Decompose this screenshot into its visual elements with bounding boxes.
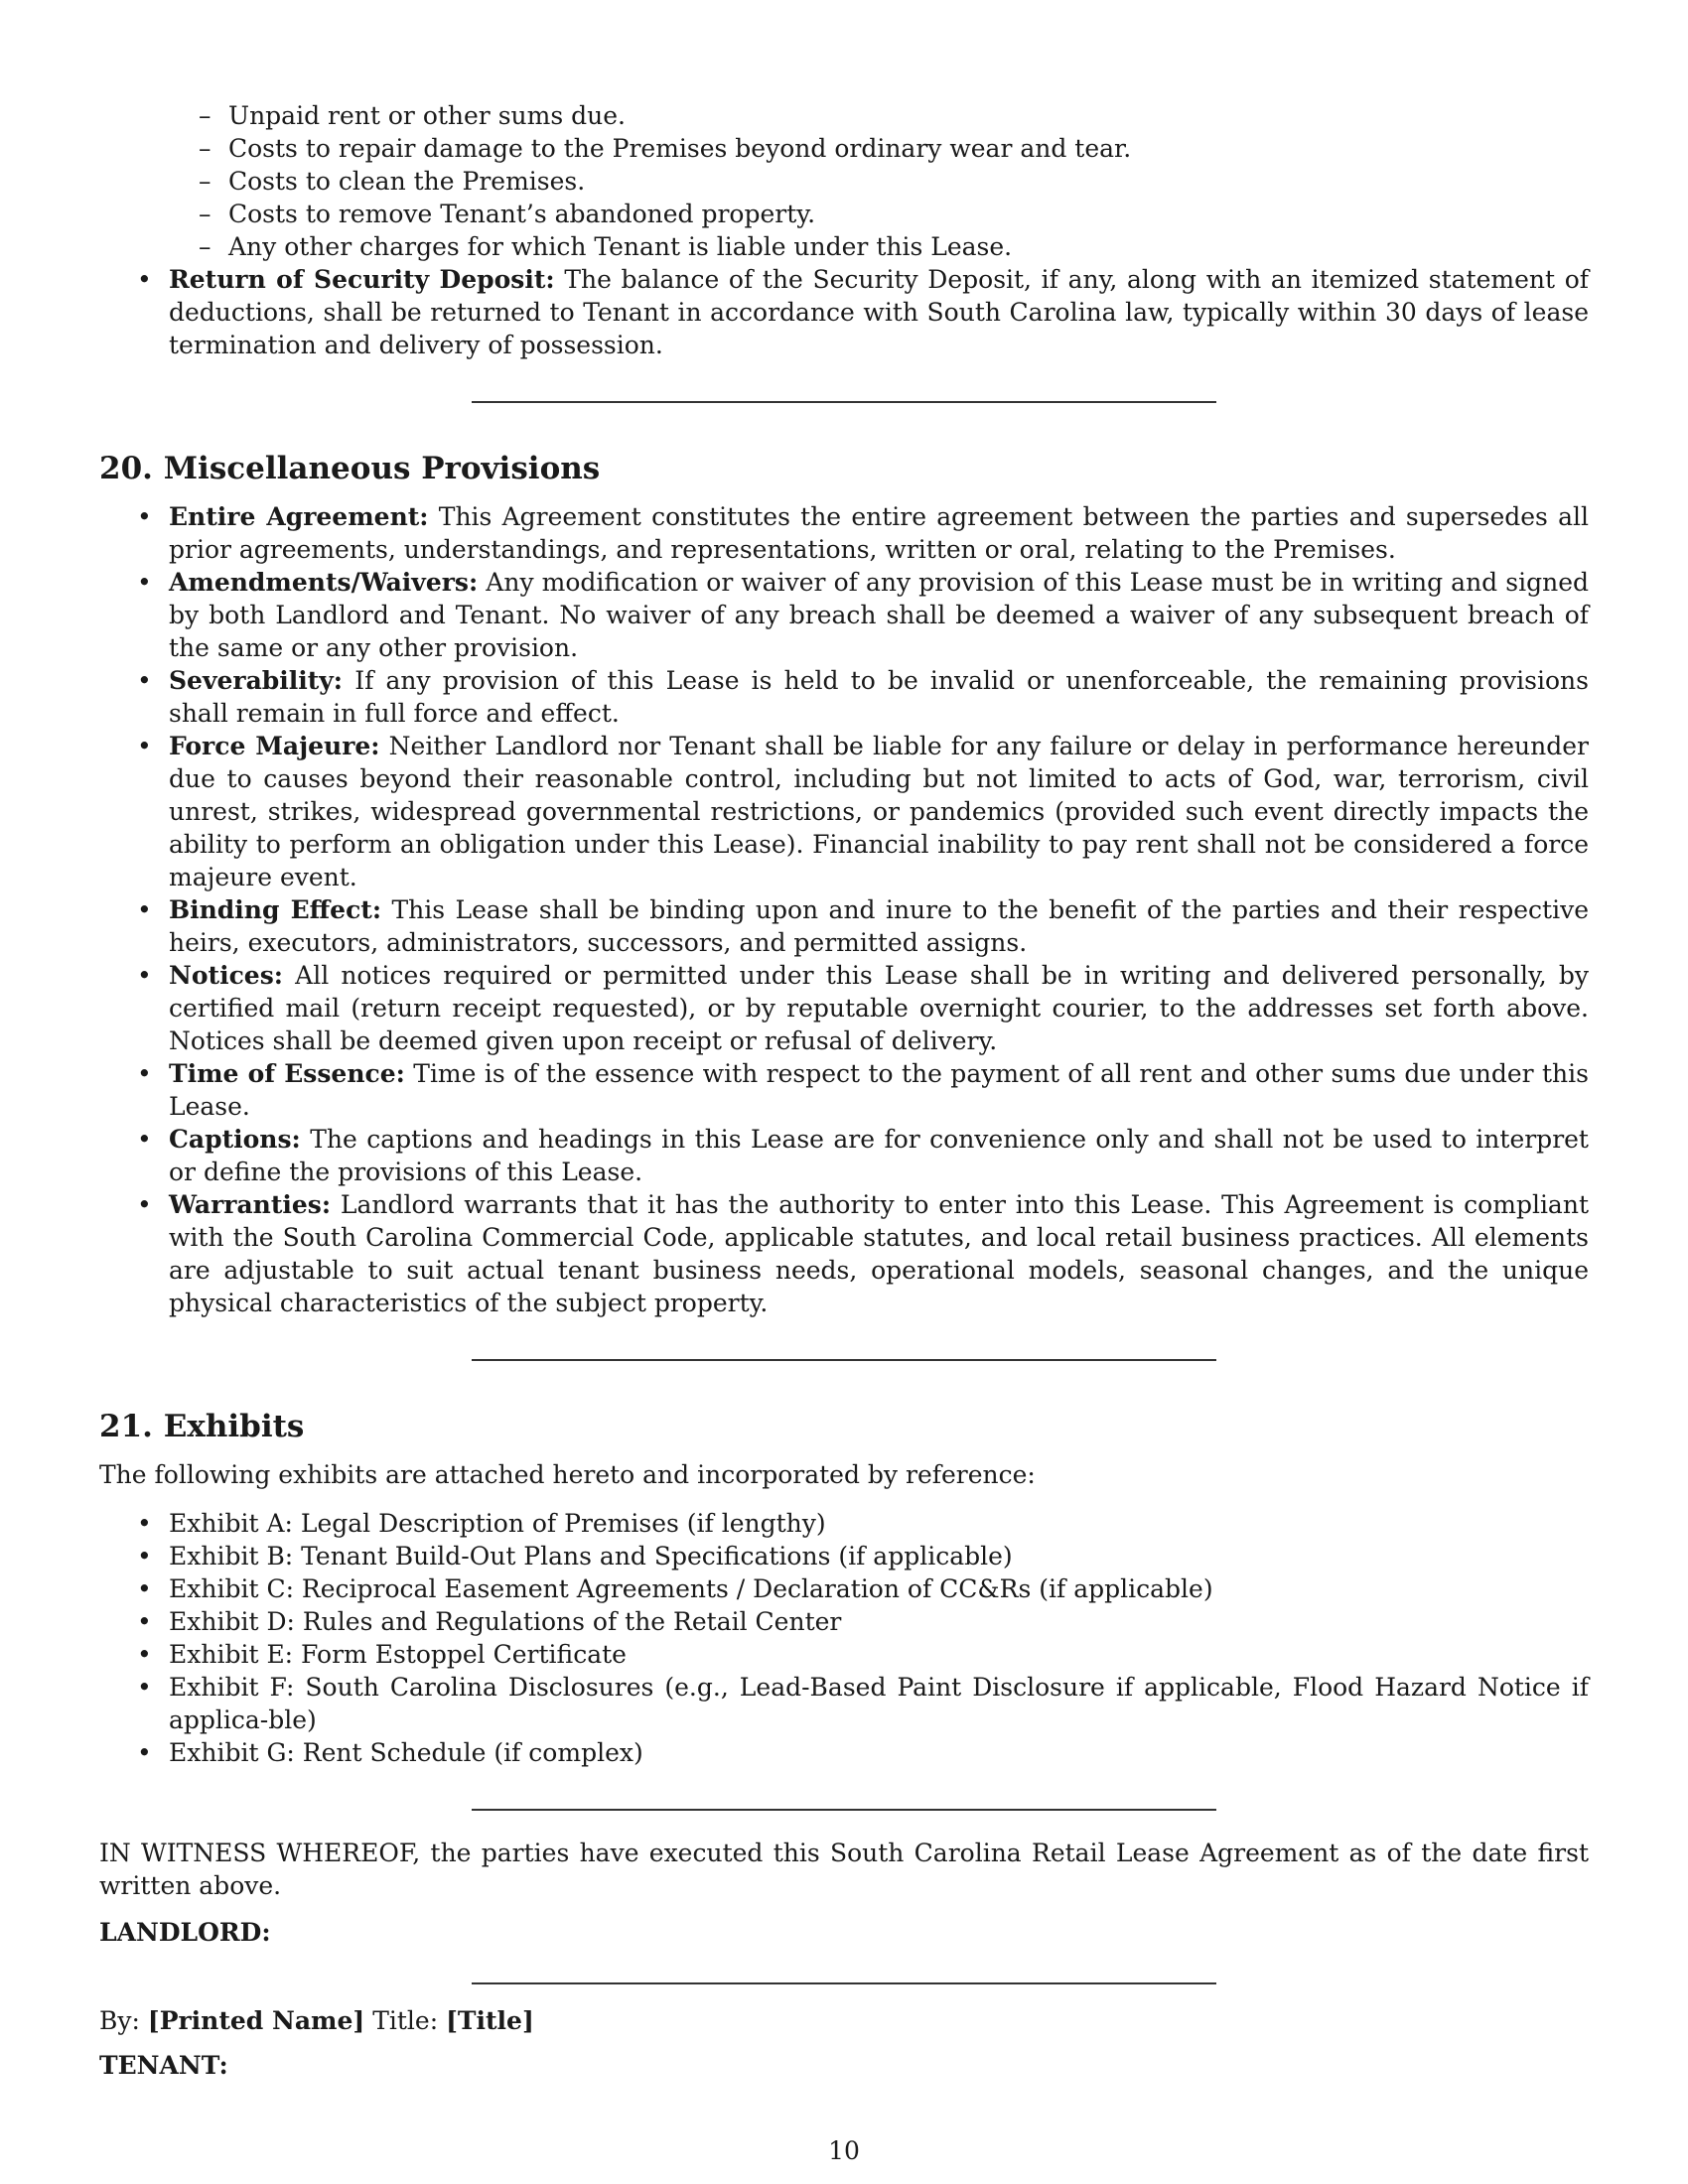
title-placeholder: [Title] <box>446 2006 534 2035</box>
item-label: Warranties: <box>169 1190 332 1219</box>
return-deposit-list <box>99 263 1589 361</box>
list-item <box>99 1188 1589 1319</box>
item-label: Entire Agreement: <box>169 502 429 531</box>
item-text: Landlord warrants that it has the authority to enter into this Lease. This Agreement is compliant with the South Carolina Commercial Code, applicable statutes, and local retail business practices. All elements are adjustable to suit actual tenant business needs, operational models, seasonal changes, and the unique physical characteristics of the subject property. <box>169 1190 1589 1317</box>
list-item: • Exhibit E: Form Estoppel Certificate <box>99 1638 1589 1671</box>
item-label: Amendments/Waivers: <box>169 568 479 597</box>
page-content <box>99 99 1589 2082</box>
tenant-heading: TENANT: <box>99 2051 228 2080</box>
list-item: • Exhibit B: Tenant Build-Out Plans and Specifications (if applicable) <box>99 1540 1589 1572</box>
item-label: Notices: <box>169 961 284 990</box>
section-20-heading: 20. Miscellaneous Provisions <box>99 451 601 486</box>
list-item: – Costs to remove Tenant’s abandoned property. <box>199 198 1589 230</box>
list-item: – Costs to clean the Premises. <box>199 165 1589 198</box>
list-item: – Unpaid rent or other sums due. <box>199 99 1589 132</box>
return-deposit-item <box>99 263 1589 361</box>
list-item: • Exhibit A: Legal Description of Premises (if lengthy) <box>99 1507 1589 1540</box>
section-21-heading: 21. Exhibits <box>99 1409 305 1444</box>
item-text: The balance of the Security Deposit, if any, along with an itemized statement of deductions, shall be returned to Tenant in accordance with South Carolina law, typically within 30 days of lease termination and delivery of possession. <box>169 265 1590 359</box>
exhibits-list <box>99 1507 1589 1769</box>
item-label: Force Majeure: <box>169 732 380 760</box>
section-divider <box>472 1359 1216 1361</box>
item-label: Binding Effect: <box>169 895 382 924</box>
list-item <box>99 1123 1589 1188</box>
item-text: This Lease shall be binding upon and inure to the benefit of the parties and their respective heirs, executors, administrators, successors, and permitted assigns. <box>169 895 1589 957</box>
landlord-heading: LANDLORD: <box>99 1918 271 1947</box>
item-text: If any provision of this Lease is held to be invalid or unenforceable, the remaining provisions shall remain in full force and effect. <box>169 666 1589 728</box>
item-text: Neither Landlord nor Tenant shall be liable for any failure or delay in performance hereunder due to causes beyond their reasonable control, including but not limited to acts of God, war, terrorism, civil unrest, strikes, widespread governmental restrictions, or pandemics (provided such event directly impacts the ability to perform an obligation under this Lease). Financial inability to pay rent shall not be considered a force majeure event. <box>169 732 1589 891</box>
landlord-label <box>99 1916 1589 1949</box>
list-item <box>99 959 1589 1057</box>
item-text: This Agreement constitutes the entire agreement between the parties and supersedes all prior agreements, understandings, and representations, written or oral, relating to the Premises. <box>169 502 1589 564</box>
signature-line <box>472 1982 1216 1984</box>
list-item: • Exhibit C: Reciprocal Easement Agreements / Declaration of CC&Rs (if applicable) <box>99 1572 1589 1605</box>
list-item <box>99 893 1589 959</box>
item-text: Time is of the essence with respect to the payment of all rent and other sums due under this Lease. <box>169 1059 1589 1121</box>
section-20-list <box>99 500 1589 1319</box>
list-item: – Any other charges for which Tenant is liable under this Lease. <box>199 230 1589 263</box>
section-divider <box>472 1809 1216 1811</box>
item-label: Time of Essence: <box>169 1059 405 1088</box>
list-item: • Exhibit D: Rules and Regulations of the Retail Center <box>99 1605 1589 1638</box>
list-item: • Exhibit F: South Carolina Disclosures (e.g., Lead-Based Paint Disclosure if applicable, Flood Hazard Notice if applica-ble) <box>99 1671 1589 1736</box>
list-item <box>99 566 1589 664</box>
deposit-deductions-list <box>199 99 1589 263</box>
list-item <box>99 664 1589 730</box>
item-label: Severability: <box>169 666 344 695</box>
by-label: By: <box>99 2006 140 2035</box>
item-text: Any modification or waiver of any provision of this Lease must be in writing and signed by both Landlord and Tenant. No waiver of any breach shall be deemed a waiver of any subsequent breach of the same or any other provision. <box>169 568 1589 662</box>
page-number: 10 <box>828 2136 860 2165</box>
printed-name-placeholder: [Printed Name] <box>147 2006 365 2035</box>
tenant-label <box>99 2049 1589 2082</box>
list-item: • Exhibit G: Rent Schedule (if complex) <box>99 1736 1589 1769</box>
exhibits-intro: The following exhibits are attached hereto and incorporated by reference: <box>99 1460 1036 1489</box>
witness-clause: IN WITNESS WHEREOF, the parties have executed this South Carolina Retail Lease Agreement as of the date first written above. <box>99 1839 1589 1900</box>
item-text: The captions and headings in this Lease are for convenience only and shall not be used to interpret or define the provisions of this Lease. <box>169 1125 1589 1186</box>
item-label: Return of Security Deposit: <box>169 265 555 294</box>
list-item: – Costs to repair damage to the Premises beyond ordinary wear and tear. <box>199 132 1589 165</box>
section-divider <box>472 401 1216 403</box>
list-item <box>99 730 1589 893</box>
list-item <box>99 1057 1589 1123</box>
item-label: Captions: <box>169 1125 301 1154</box>
signature-block <box>99 2004 1589 2037</box>
title-label: Title: <box>372 2006 439 2035</box>
item-text: All notices required or permitted under this Lease shall be in writing and delivered personally, by certified mail (return receipt requested), or by reputable overnight courier, to the addresses set forth above. Notices shall be deemed given upon receipt or refusal of delivery. <box>169 961 1589 1055</box>
list-item <box>99 500 1589 566</box>
